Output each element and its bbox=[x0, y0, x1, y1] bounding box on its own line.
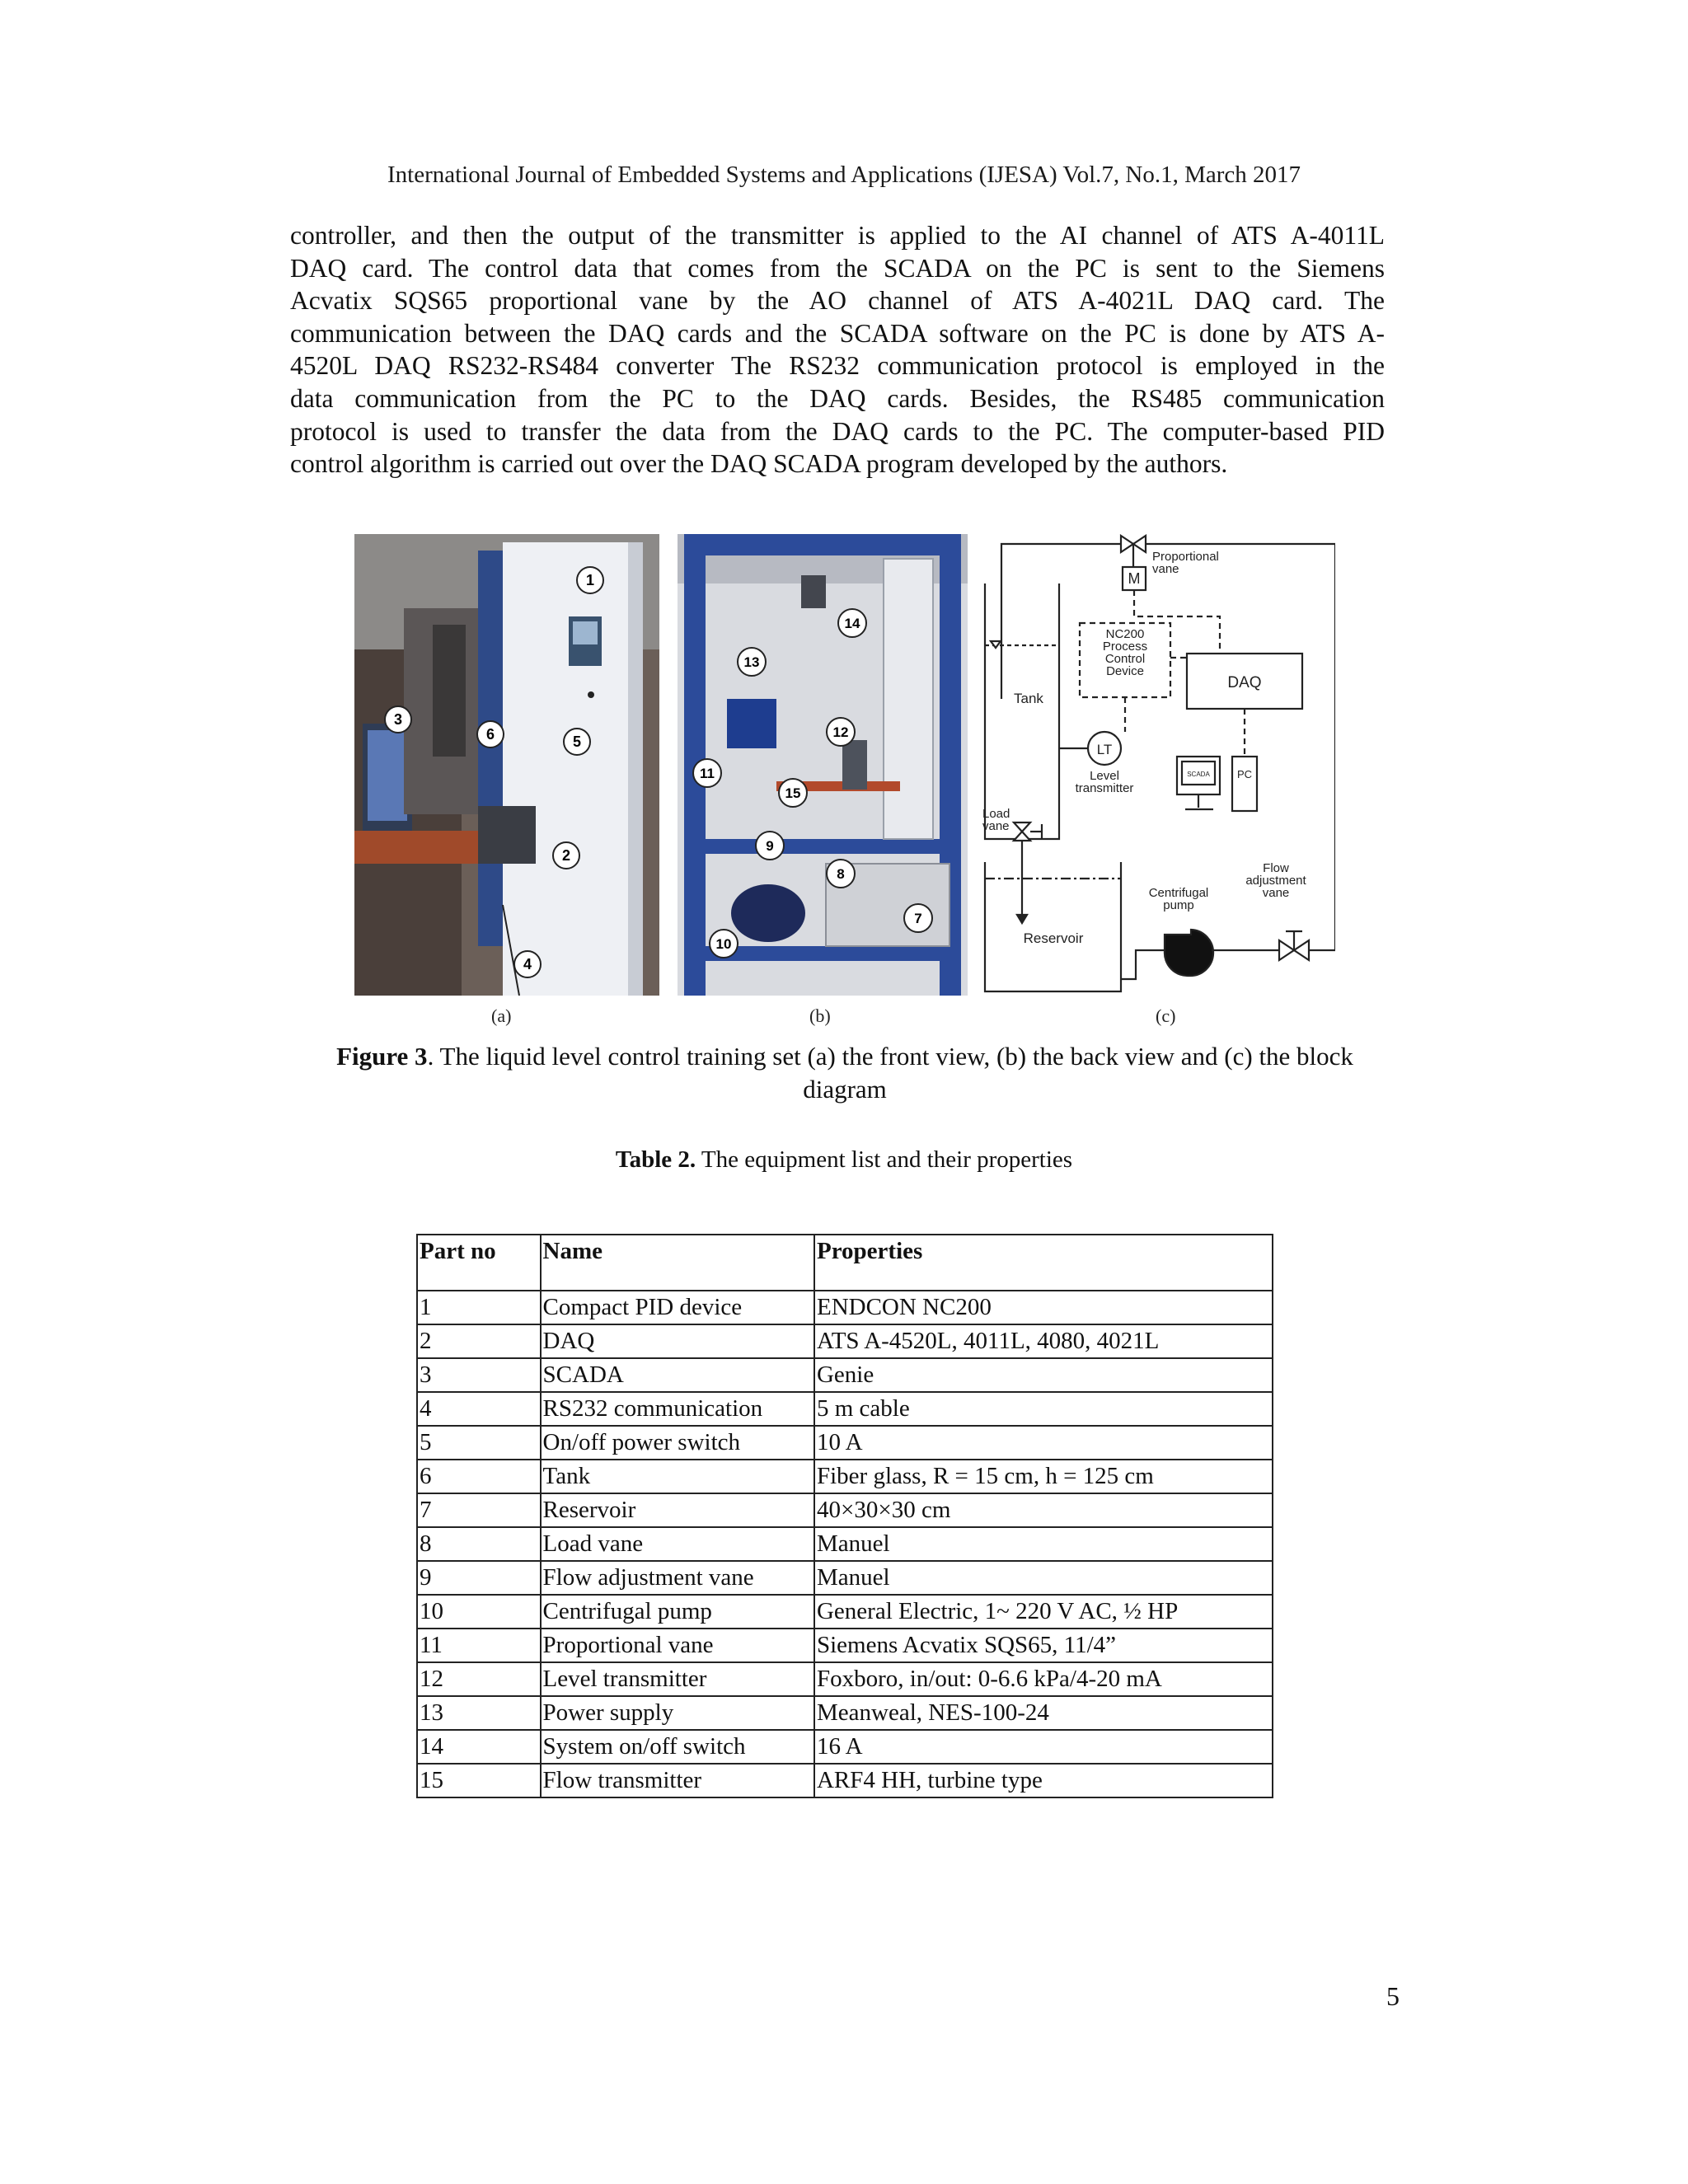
table-cell: 9 bbox=[417, 1561, 541, 1595]
running-header: International Journal of Embedded Systems and Applications (IJESA) Vol.7, No.1, March 2017 bbox=[387, 162, 1301, 188]
table-cell: Manuel bbox=[814, 1527, 1273, 1561]
callout-label: 11 bbox=[700, 766, 715, 781]
callout-label: 1 bbox=[585, 572, 595, 588]
table-row bbox=[417, 1561, 1273, 1595]
pipe-line bbox=[1121, 950, 1166, 979]
table-row bbox=[417, 1595, 1273, 1629]
callout-label: 3 bbox=[393, 711, 403, 728]
centrifugal-pump-symbol bbox=[1165, 930, 1213, 976]
table-cell: Fiber glass, R = 15 cm, h = 125 cm bbox=[814, 1460, 1273, 1493]
table-cell: ARF4 HH, turbine type bbox=[814, 1764, 1273, 1797]
front-view-photo bbox=[354, 534, 659, 996]
subfigure-label-a: (a) bbox=[491, 1005, 512, 1026]
page-number: 5 bbox=[1386, 1981, 1400, 2011]
daq-label: DAQ bbox=[1227, 674, 1262, 691]
callout-label: 10 bbox=[715, 936, 732, 952]
figure-caption-label: Figure 3 bbox=[336, 1042, 428, 1071]
table-row bbox=[417, 1696, 1273, 1730]
table-cell: RS232 communication bbox=[541, 1392, 814, 1426]
body-line: 4520L DAQ RS232-RS484 converter The RS232 communication protocol is employed in the bbox=[290, 351, 1385, 381]
reservoir-outline bbox=[985, 862, 1121, 991]
body-paragraph bbox=[290, 219, 1385, 480]
callout-label: 15 bbox=[785, 785, 801, 801]
reservoir-label: Reservoir bbox=[1023, 930, 1084, 946]
column-header: Properties bbox=[814, 1235, 1273, 1291]
pc-icon bbox=[1232, 757, 1257, 811]
load-valve-symbol bbox=[1014, 823, 1030, 841]
table-cell: 14 bbox=[417, 1730, 541, 1764]
table-cell: 16 A bbox=[814, 1730, 1273, 1764]
tank-label: Tank bbox=[1014, 691, 1043, 706]
callout-label: 4 bbox=[523, 956, 532, 972]
table-cell: ATS A-4520L, 4011L, 4080, 4021L bbox=[814, 1324, 1273, 1358]
table-cell: 5 m cable bbox=[814, 1392, 1273, 1426]
flow-adjustment-vane-label: Flow adjustment vane bbox=[1245, 861, 1306, 900]
table-cell: Flow adjustment vane bbox=[541, 1561, 814, 1595]
table-caption-label: Table 2. bbox=[615, 1146, 696, 1173]
table-cell: 5 bbox=[417, 1426, 541, 1460]
table-cell: Power supply bbox=[541, 1696, 814, 1730]
column-header: Name bbox=[541, 1235, 814, 1291]
block-diagram bbox=[981, 534, 1335, 996]
body-line: controller, and then the output of the transmitter is applied to the AI channel of ATS A-4011L bbox=[290, 221, 1385, 250]
table-cell: 40×30×30 cm bbox=[814, 1493, 1273, 1527]
body-line: data communication from the PC to the DAQ cards. Besides, the RS485 communication bbox=[290, 383, 1385, 413]
table-cell: 8 bbox=[417, 1527, 541, 1561]
table-row bbox=[417, 1324, 1273, 1358]
figure-3 bbox=[354, 534, 1335, 1033]
table-cell: Load vane bbox=[541, 1527, 814, 1561]
table-cell: Manuel bbox=[814, 1561, 1273, 1595]
table-cell: ENDCON NC200 bbox=[814, 1291, 1273, 1324]
table-cell: 4 bbox=[417, 1392, 541, 1426]
table-cell: 2 bbox=[417, 1324, 541, 1358]
callout-label: 9 bbox=[766, 838, 774, 854]
table-cell: Genie bbox=[814, 1358, 1273, 1392]
level-indicator-symbol bbox=[991, 641, 1001, 648]
table-cell: Proportional vane bbox=[541, 1629, 814, 1662]
table-cell: 1 bbox=[417, 1291, 541, 1324]
callout-label: 14 bbox=[844, 616, 860, 631]
body-line: protocol is used to transfer the data from the DAQ cards to the PC. The computer-based PID bbox=[290, 416, 1385, 446]
table-cell: 6 bbox=[417, 1460, 541, 1493]
subfigure-label-b: (b) bbox=[809, 1005, 831, 1026]
flow-arrow bbox=[1017, 915, 1027, 923]
figure-caption bbox=[313, 1040, 1376, 1106]
table-cell: 10 bbox=[417, 1595, 541, 1629]
table-cell: 11 bbox=[417, 1629, 541, 1662]
body-line: Acvatix SQS65 proportional vane by the AO channel of ATS A-4021L DAQ card. The bbox=[290, 286, 1385, 316]
table-cell: 13 bbox=[417, 1696, 541, 1730]
table-header-row bbox=[417, 1235, 1273, 1291]
table-cell: Level transmitter bbox=[541, 1662, 814, 1696]
table-cell: 12 bbox=[417, 1662, 541, 1696]
tank-outline bbox=[985, 583, 1059, 839]
callout-label: 7 bbox=[914, 911, 922, 926]
table-cell: SCADA bbox=[541, 1358, 814, 1392]
table-row bbox=[417, 1764, 1273, 1797]
figure-caption-text: . The liquid level control training set (a) the front view, (b) the back view and (c) the block diagram bbox=[427, 1042, 1353, 1104]
pipe-line bbox=[1001, 544, 1121, 699]
callout-label: 12 bbox=[832, 724, 849, 740]
table-cell: Siemens Acvatix SQS65, 11/4” bbox=[814, 1629, 1273, 1662]
table-cell: Compact PID device bbox=[541, 1291, 814, 1324]
table-row bbox=[417, 1730, 1273, 1764]
body-line: communication between the DAQ cards and the SCADA software on the PC is done by ATS A- bbox=[290, 318, 1385, 348]
body-line: DAQ card. The control data that comes from the SCADA on the PC is sent to the Siemens bbox=[290, 253, 1385, 283]
table-cell: DAQ bbox=[541, 1324, 814, 1358]
table-cell: Centrifugal pump bbox=[541, 1595, 814, 1629]
table-row bbox=[417, 1493, 1273, 1527]
callout-label: 5 bbox=[572, 733, 582, 750]
proportional-vane-label: Proportional vane bbox=[1152, 550, 1219, 576]
table-row bbox=[417, 1662, 1273, 1696]
callout-label: 8 bbox=[837, 866, 845, 882]
load-vane-label: Load vane bbox=[982, 807, 1010, 833]
callout-label: 13 bbox=[743, 654, 760, 670]
table-row bbox=[417, 1358, 1273, 1392]
table-row bbox=[417, 1291, 1273, 1324]
table-row bbox=[417, 1426, 1273, 1460]
table-cell: Reservoir bbox=[541, 1493, 814, 1527]
level-transmitter-label: Level transmitter bbox=[1075, 769, 1134, 795]
lt-label: LT bbox=[1096, 742, 1113, 757]
body-line: control algorithm is carried out over the DAQ SCADA program developed by the authors. bbox=[290, 449, 1228, 479]
callout-label: 6 bbox=[485, 726, 495, 743]
table-cell: 15 bbox=[417, 1764, 541, 1797]
table-cell: Tank bbox=[541, 1460, 814, 1493]
back-view-photo bbox=[678, 534, 968, 996]
centrifugal-pump-label: Centrifugal pump bbox=[1148, 886, 1209, 912]
table-cell: Foxboro, in/out: 0-6.6 kPa/4-20 mA bbox=[814, 1662, 1273, 1696]
table-cell: General Electric, 1~ 220 V AC, ½ HP bbox=[814, 1595, 1273, 1629]
column-header: Part no bbox=[417, 1235, 541, 1291]
callout-label: 2 bbox=[561, 847, 571, 864]
table-cell: Meanweal, NES-100-24 bbox=[814, 1696, 1273, 1730]
nc200-label: NC200 Process Control Device bbox=[1102, 627, 1148, 678]
scada-label: SCADA bbox=[1187, 771, 1210, 778]
table-row bbox=[417, 1527, 1273, 1561]
table-row bbox=[417, 1629, 1273, 1662]
motor-label: M bbox=[1128, 570, 1141, 587]
pc-label: PC bbox=[1236, 768, 1253, 780]
table-cell: Flow transmitter bbox=[541, 1764, 814, 1797]
table-row bbox=[417, 1460, 1273, 1493]
table-row bbox=[417, 1392, 1273, 1426]
table-cell: On/off power switch bbox=[541, 1426, 814, 1460]
table-cell: 7 bbox=[417, 1493, 541, 1527]
table-caption bbox=[0, 1146, 1688, 1174]
table-cell: System on/off switch bbox=[541, 1730, 814, 1764]
subfigure-label-c: (c) bbox=[1156, 1005, 1176, 1026]
table-cell: 10 A bbox=[814, 1426, 1273, 1460]
table-caption-text: The equipment list and their properties bbox=[696, 1146, 1073, 1173]
equipment-table bbox=[416, 1234, 1273, 1798]
table-cell: 3 bbox=[417, 1358, 541, 1392]
